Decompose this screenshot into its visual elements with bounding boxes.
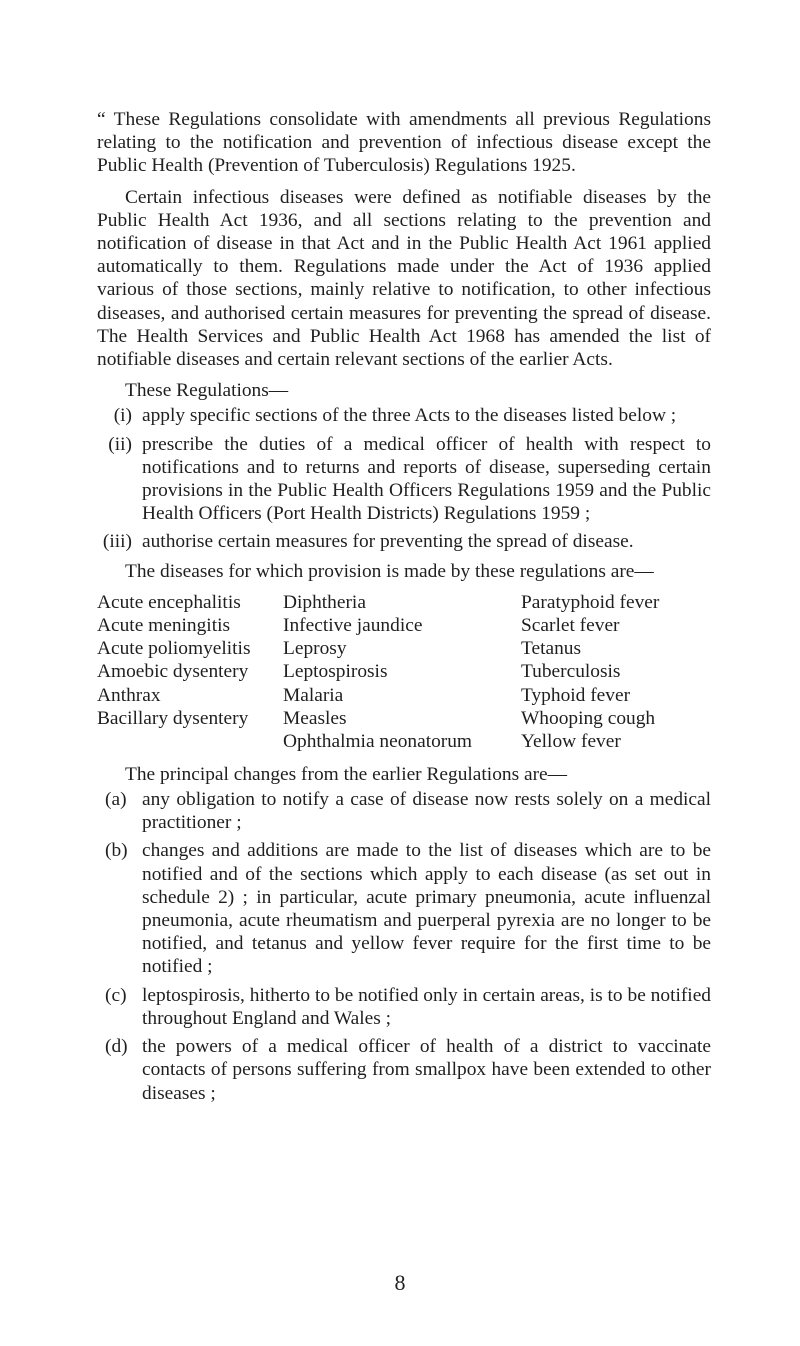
disease-name: Infective jaundice — [283, 615, 423, 637]
list-text: authorise certain measures for preventing the spread of disease. — [142, 531, 634, 553]
list-marker: (d) — [105, 1036, 128, 1058]
list-item — [97, 433, 711, 526]
disease-name: Whooping cough — [521, 707, 656, 729]
disease-name: Malaria — [283, 684, 344, 706]
list-marker: (a) — [105, 789, 127, 811]
page-number: 8 — [394, 1270, 406, 1295]
disease-name: Diphtheria — [283, 591, 366, 613]
list-item — [97, 839, 711, 978]
disease-name: Amoebic dysentery — [97, 661, 249, 683]
list-text: the powers of a medical officer of health of a district to vaccinate contacts of persons suffering from smallpox have been extended to other diseases ; — [142, 1036, 711, 1104]
disease-name: Leprosy — [283, 638, 347, 660]
disease-name: Tetanus — [521, 638, 582, 660]
disease-name: Tuberculosis — [521, 661, 621, 683]
list-marker: (c) — [105, 984, 127, 1006]
changes-list — [97, 788, 711, 1105]
list-item — [97, 530, 711, 553]
list-item — [97, 788, 711, 834]
list-marker: (ii) — [108, 433, 132, 455]
list-marker: (iii) — [102, 531, 132, 553]
disease-name: Yellow fever — [521, 730, 621, 752]
regulations-lead: These Regulations— — [125, 380, 289, 402]
disease-name: Acute meningitis — [97, 615, 231, 637]
paragraph-diseases-intro: The diseases for which provision is made by these regulations are— — [125, 560, 654, 582]
disease-name: Measles — [283, 707, 347, 729]
disease-column-3 — [521, 591, 659, 753]
disease-name: Typhoid fever — [521, 684, 631, 706]
list-text: prescribe the duties of a medical officer of health with respect to notifications and to returns and reports of disease, superseding certain provisions in the Public Health Officers Regulations 1959 and the Public Health Officers (Port Health Districts) Regulations 1959 ; — [142, 433, 711, 525]
list-text: apply specific sections of the three Acts to the diseases listed below ; — [142, 405, 677, 427]
paragraph-intro: “ These Regulations consolidate with amendments all previous Regulations relating to the notification and prevention of infectious disease except the Public Health (Prevention of Tuberculosis) Regulations 1925. — [97, 109, 711, 177]
list-text: any obligation to notify a case of disease now rests solely on a medical practitioner ; — [142, 789, 711, 834]
disease-name: Acute encephalitis — [97, 591, 241, 613]
disease-column-2 — [283, 591, 472, 753]
list-text: changes and additions are made to the list of diseases which are to be notified and of the sections which apply to each disease (as set out in schedule 2) ; in particular, acute primary pneumonia, acute influenzal pneumonia, acute rheumatism and puerperal pyrexia are no longer to be notified, and tetanus and yellow fever require for the first time to be notified ; — [142, 840, 711, 978]
regulations-list — [97, 404, 711, 553]
disease-name: Leptospirosis — [283, 661, 388, 683]
disease-name: Acute poliomyelitis — [97, 638, 251, 660]
list-item — [97, 1035, 711, 1105]
list-marker: (i) — [113, 405, 132, 427]
list-marker: (b) — [105, 840, 128, 862]
changes-lead: The principal changes from the earlier Regulations are— — [125, 763, 568, 785]
disease-name: Paratyphoid fever — [521, 591, 660, 613]
list-item — [97, 404, 711, 427]
document-body — [97, 108, 711, 1111]
disease-name: Bacillary dysentery — [97, 707, 249, 729]
disease-name: Anthrax — [97, 684, 161, 706]
list-text: leptospirosis, hitherto to be notified only in certain areas, is to be notified throughout England and Wales ; — [142, 984, 711, 1029]
disease-name: Scarlet fever — [521, 615, 620, 637]
disease-column-1 — [97, 591, 251, 730]
disease-name: Ophthalmia neonatorum — [283, 730, 473, 752]
list-item — [97, 984, 711, 1030]
paragraph-notifiable-diseases: Certain infectious diseases were defined as notifiable diseases by the Public Health Act 1936, and all sections relating to the prevention and notification of disease in that Act and in the Public Health Act 1961 applied automatically to them. Regulations made under the Act of 1936 applied various of those sections, mainly relative to notification, to other infectious diseases, and authorised certain measures for preventing the spread of disease. The Health Services and Public Health Act 1968 has amended the list of notifiable diseases and certain relevant sections of the earlier Acts. — [97, 186, 711, 371]
disease-table — [97, 591, 711, 759]
